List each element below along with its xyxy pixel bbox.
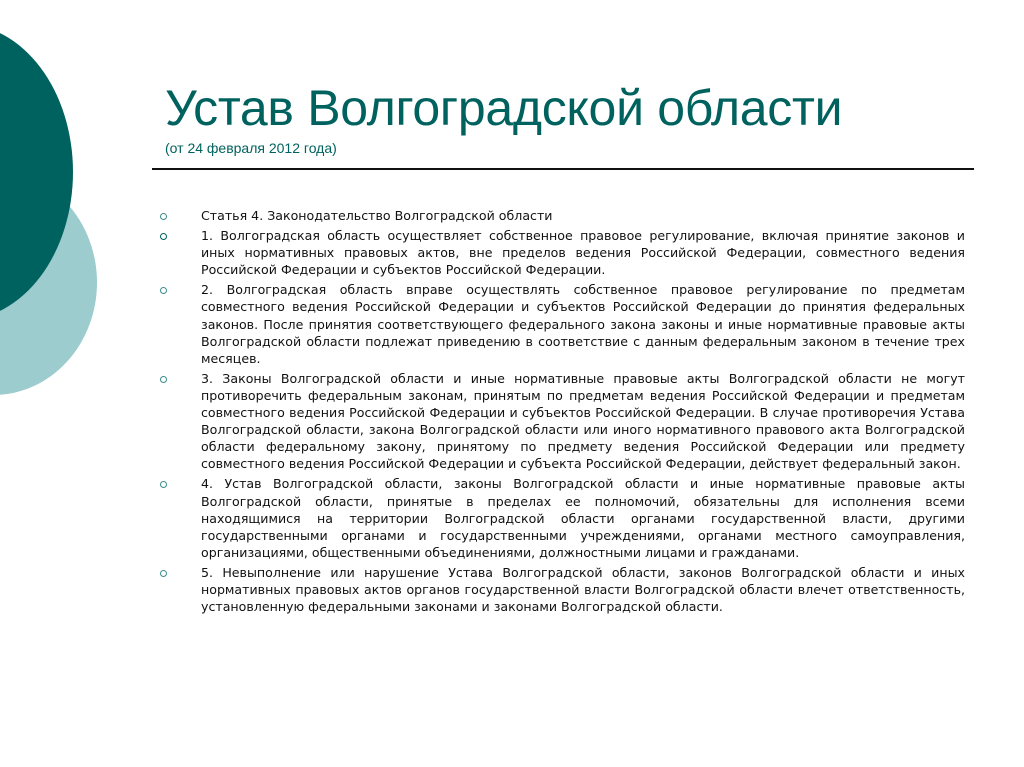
slide-title: Устав Волгоградской области [165, 80, 843, 136]
list-item-clause-4 [160, 475, 965, 560]
open-circle-bullet-icon [160, 481, 167, 488]
list-item-clause-2 [160, 281, 965, 366]
list-item-text: 4. Устав Волгоградской области, законы Волгоградской области и иные нормативные правовые акты Волгоградской области, принятые в пределах ее полномочий, обязательны для исполнения всеми находящимися на территории Волгоградской области органами государственной власти, другими государственными органами и государственными учреждениями, органами местного самоуправления, организациями, общественными объединениями, должностными лицами и гражданами. [201, 476, 965, 560]
list-item-heading [160, 207, 965, 224]
open-circle-bullet-icon [160, 287, 167, 294]
slide-subtitle: (от 24 февраля 2012 года) [165, 140, 337, 156]
list-item-text: 2. Волгоградская область вправе осуществлять собственное правовое регулирование по предметам совместного ведения Российской Федерации и субъектов Российской Федерации до принятия федеральных законов. После принятия соответствующего федерального закона законы и иные нормативные правовые акты Волгоградской области подлежат приведению в соответствие с данным федеральным законом в течение трех месяцев. [201, 282, 965, 366]
list-item-clause-3 [160, 370, 965, 473]
list-item-clause-1 [160, 227, 965, 278]
list-item-clause-5 [160, 564, 965, 615]
title-divider [152, 168, 974, 170]
open-circle-bullet-icon [160, 233, 167, 240]
open-circle-bullet-icon [160, 213, 167, 220]
bullet-list [160, 207, 965, 618]
open-circle-bullet-icon [160, 570, 167, 577]
list-item-text: 3. Законы Волгоградской области и иные нормативные правовые акты Волгоградской области не могут противоречить федеральным законам, принятым по предметам ведения Российской Федерации и предметам совместного ведения Российской Федерации и субъектов Российской Федерации. В случае противоречия Устава Волгоградской области, закона Волгоградской области или иного нормативного правового акта Волгоградской области федеральному закону, принятому по предмету ведения Российской Федерации или предмету совместного ведения Российской Федерации и субъекта Российской Федерации, действует федеральный закон. [201, 370, 965, 472]
list-item-text: Статья 4. Законодательство Волгоградской области [201, 208, 553, 223]
list-item-text: 1. Волгоградская область осуществляет собственное правовое регулирование, включая принятие законов и иных нормативных правовых актов, вне пределов ведения Российской Федерации, совместного ведения Российской Федерации и субъектов Российской Федерации. [201, 228, 965, 278]
open-circle-bullet-icon [160, 376, 167, 383]
list-item-text: 5. Невыполнение или нарушение Устава Волгоградской области, законов Волгоградской области и иных нормативных правовых актов органов государственной власти Волгоградской области влечет ответственность, установленную федеральными законами и законами Волгоградской области. [201, 564, 965, 615]
